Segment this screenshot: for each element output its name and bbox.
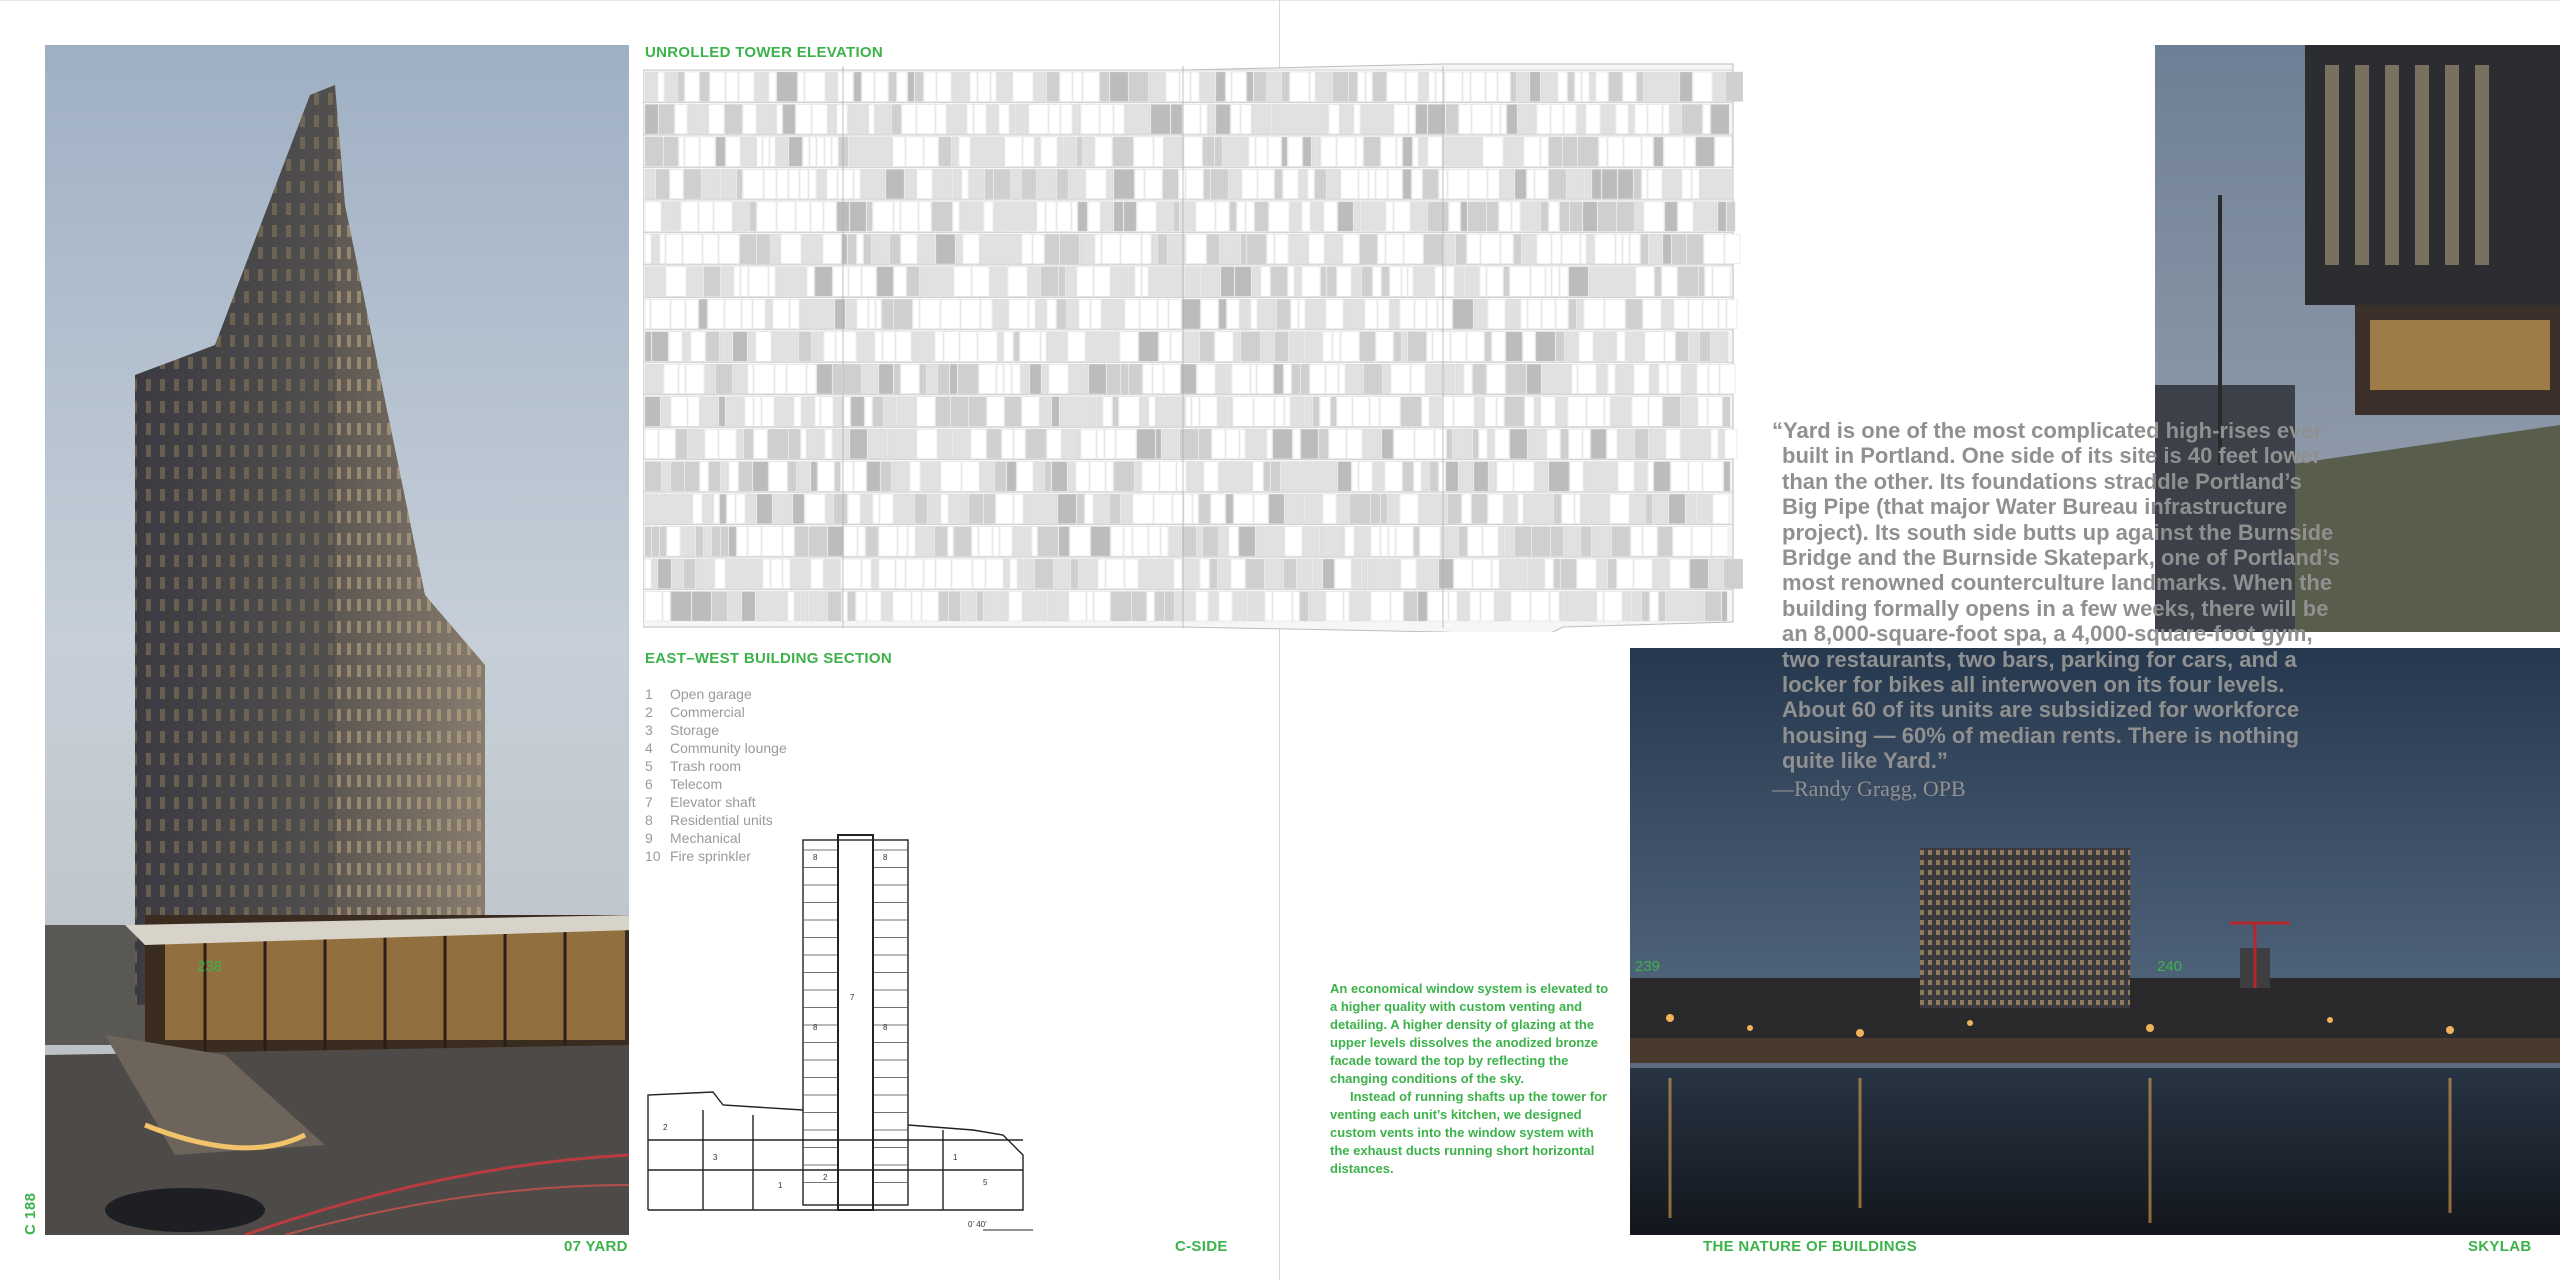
svg-text:8: 8 — [813, 853, 818, 862]
legend-number: 6 — [645, 776, 653, 792]
legend-label: Residential units — [670, 812, 773, 828]
legend-label: Mechanical — [670, 830, 741, 846]
section-scale-label: 0' 40' — [968, 1220, 987, 1229]
footer-publisher: SKYLAB — [2468, 1238, 2532, 1255]
caption-paragraph-1: An economical window system is elevated to a higher quality with custom venting and detailing. A higher density of glazing at the upper levels dissolves the anodized bronze facade toward the top by reflecting the changing conditions of the sky. — [1330, 981, 1609, 1086]
legend-label: Open garage — [670, 686, 752, 702]
legend-label: Fire sprinkler — [670, 848, 751, 864]
legend-number: 2 — [645, 704, 653, 720]
folio-code: C 188 — [22, 1192, 39, 1235]
footer-book-title: THE NATURE OF BUILDINGS — [1703, 1238, 1918, 1255]
svg-text:3: 3 — [713, 1153, 718, 1162]
legend-label: Elevator shaft — [670, 794, 756, 810]
legend-item — [645, 739, 787, 757]
legend-label: Community lounge — [670, 740, 787, 756]
legend-item — [645, 721, 787, 739]
page-top-border — [0, 0, 2560, 1]
svg-text:8: 8 — [883, 1023, 888, 1032]
pull-quote-attribution: —Randy Gragg, OPB — [1772, 775, 1966, 801]
svg-text:8: 8 — [813, 1023, 818, 1032]
legend-number: 10 — [645, 848, 661, 864]
svg-text:5: 5 — [983, 1178, 988, 1187]
legend-number: 1 — [645, 686, 653, 702]
legend-item — [645, 685, 787, 703]
legend-label: Telecom — [670, 776, 723, 792]
svg-text:1: 1 — [778, 1181, 783, 1190]
page-marker-240: 240 — [2157, 958, 2183, 975]
legend-item — [645, 757, 787, 775]
page-marker-239: 239 — [1635, 958, 1661, 975]
caption-text — [1330, 980, 1610, 1178]
elevation-title: UNROLLED TOWER ELEVATION — [645, 44, 884, 61]
pull-quote — [1772, 418, 2342, 801]
legend-number: 8 — [645, 812, 653, 828]
legend-label: Commercial — [670, 704, 745, 720]
legend-item — [645, 811, 787, 829]
legend-number: 7 — [645, 794, 653, 810]
section-title: EAST–WEST BUILDING SECTION — [645, 650, 892, 667]
svg-text:7: 7 — [850, 993, 855, 1002]
svg-text:2: 2 — [663, 1123, 668, 1132]
legend-number: 5 — [645, 758, 653, 774]
legend-number: 9 — [645, 830, 653, 846]
svg-text:1: 1 — [953, 1153, 958, 1162]
legend-label: Storage — [670, 722, 720, 738]
legend-label: Trash room — [670, 758, 742, 774]
legend-item — [645, 793, 787, 811]
section-label: C-SIDE — [1175, 1238, 1228, 1255]
caption-paragraph-2: Instead of running shafts up the tower for venting each unit’s kitchen, we designed custom vents into the window system with the exhaust ducts running short horizontal distances. — [1330, 1089, 1608, 1176]
page-marker-238: 238 — [197, 958, 223, 975]
svg-text:2: 2 — [823, 1173, 828, 1182]
legend-number: 4 — [645, 740, 653, 756]
chapter-label: 07 YARD — [564, 1238, 628, 1255]
building-section-drawing — [643, 830, 1083, 1240]
unrolled-tower-elevation-drawing — [643, 62, 1743, 632]
legend-item — [645, 703, 787, 721]
legend-item — [645, 775, 787, 793]
svg-text:8: 8 — [883, 853, 888, 862]
legend-number: 3 — [645, 722, 653, 738]
pull-quote-text: “Yard is one of the most complicated high-rises ever built in Portland. One side of its site is 40 feet lower than the other. Its foundations straddle Portland’s Big Pipe (that major Water Bureau infrastructure project). Its south side butts up against the Burnside Bridge and the Burnside Skatepark, one of Portland’s most renowned counterculture landmarks. When the building formally opens in a few weeks, there will be an 8,000-square-foot spa, a 4,000-square-foot gym, two restaurants, two bars, parking for cars, and a locker for bikes all interwoven on its four levels. About 60 of its units are subsidized for workforce housing — 60% of median rents. There is nothing quite like Yard.” — [1772, 418, 2340, 774]
tower-photo — [45, 45, 629, 1235]
